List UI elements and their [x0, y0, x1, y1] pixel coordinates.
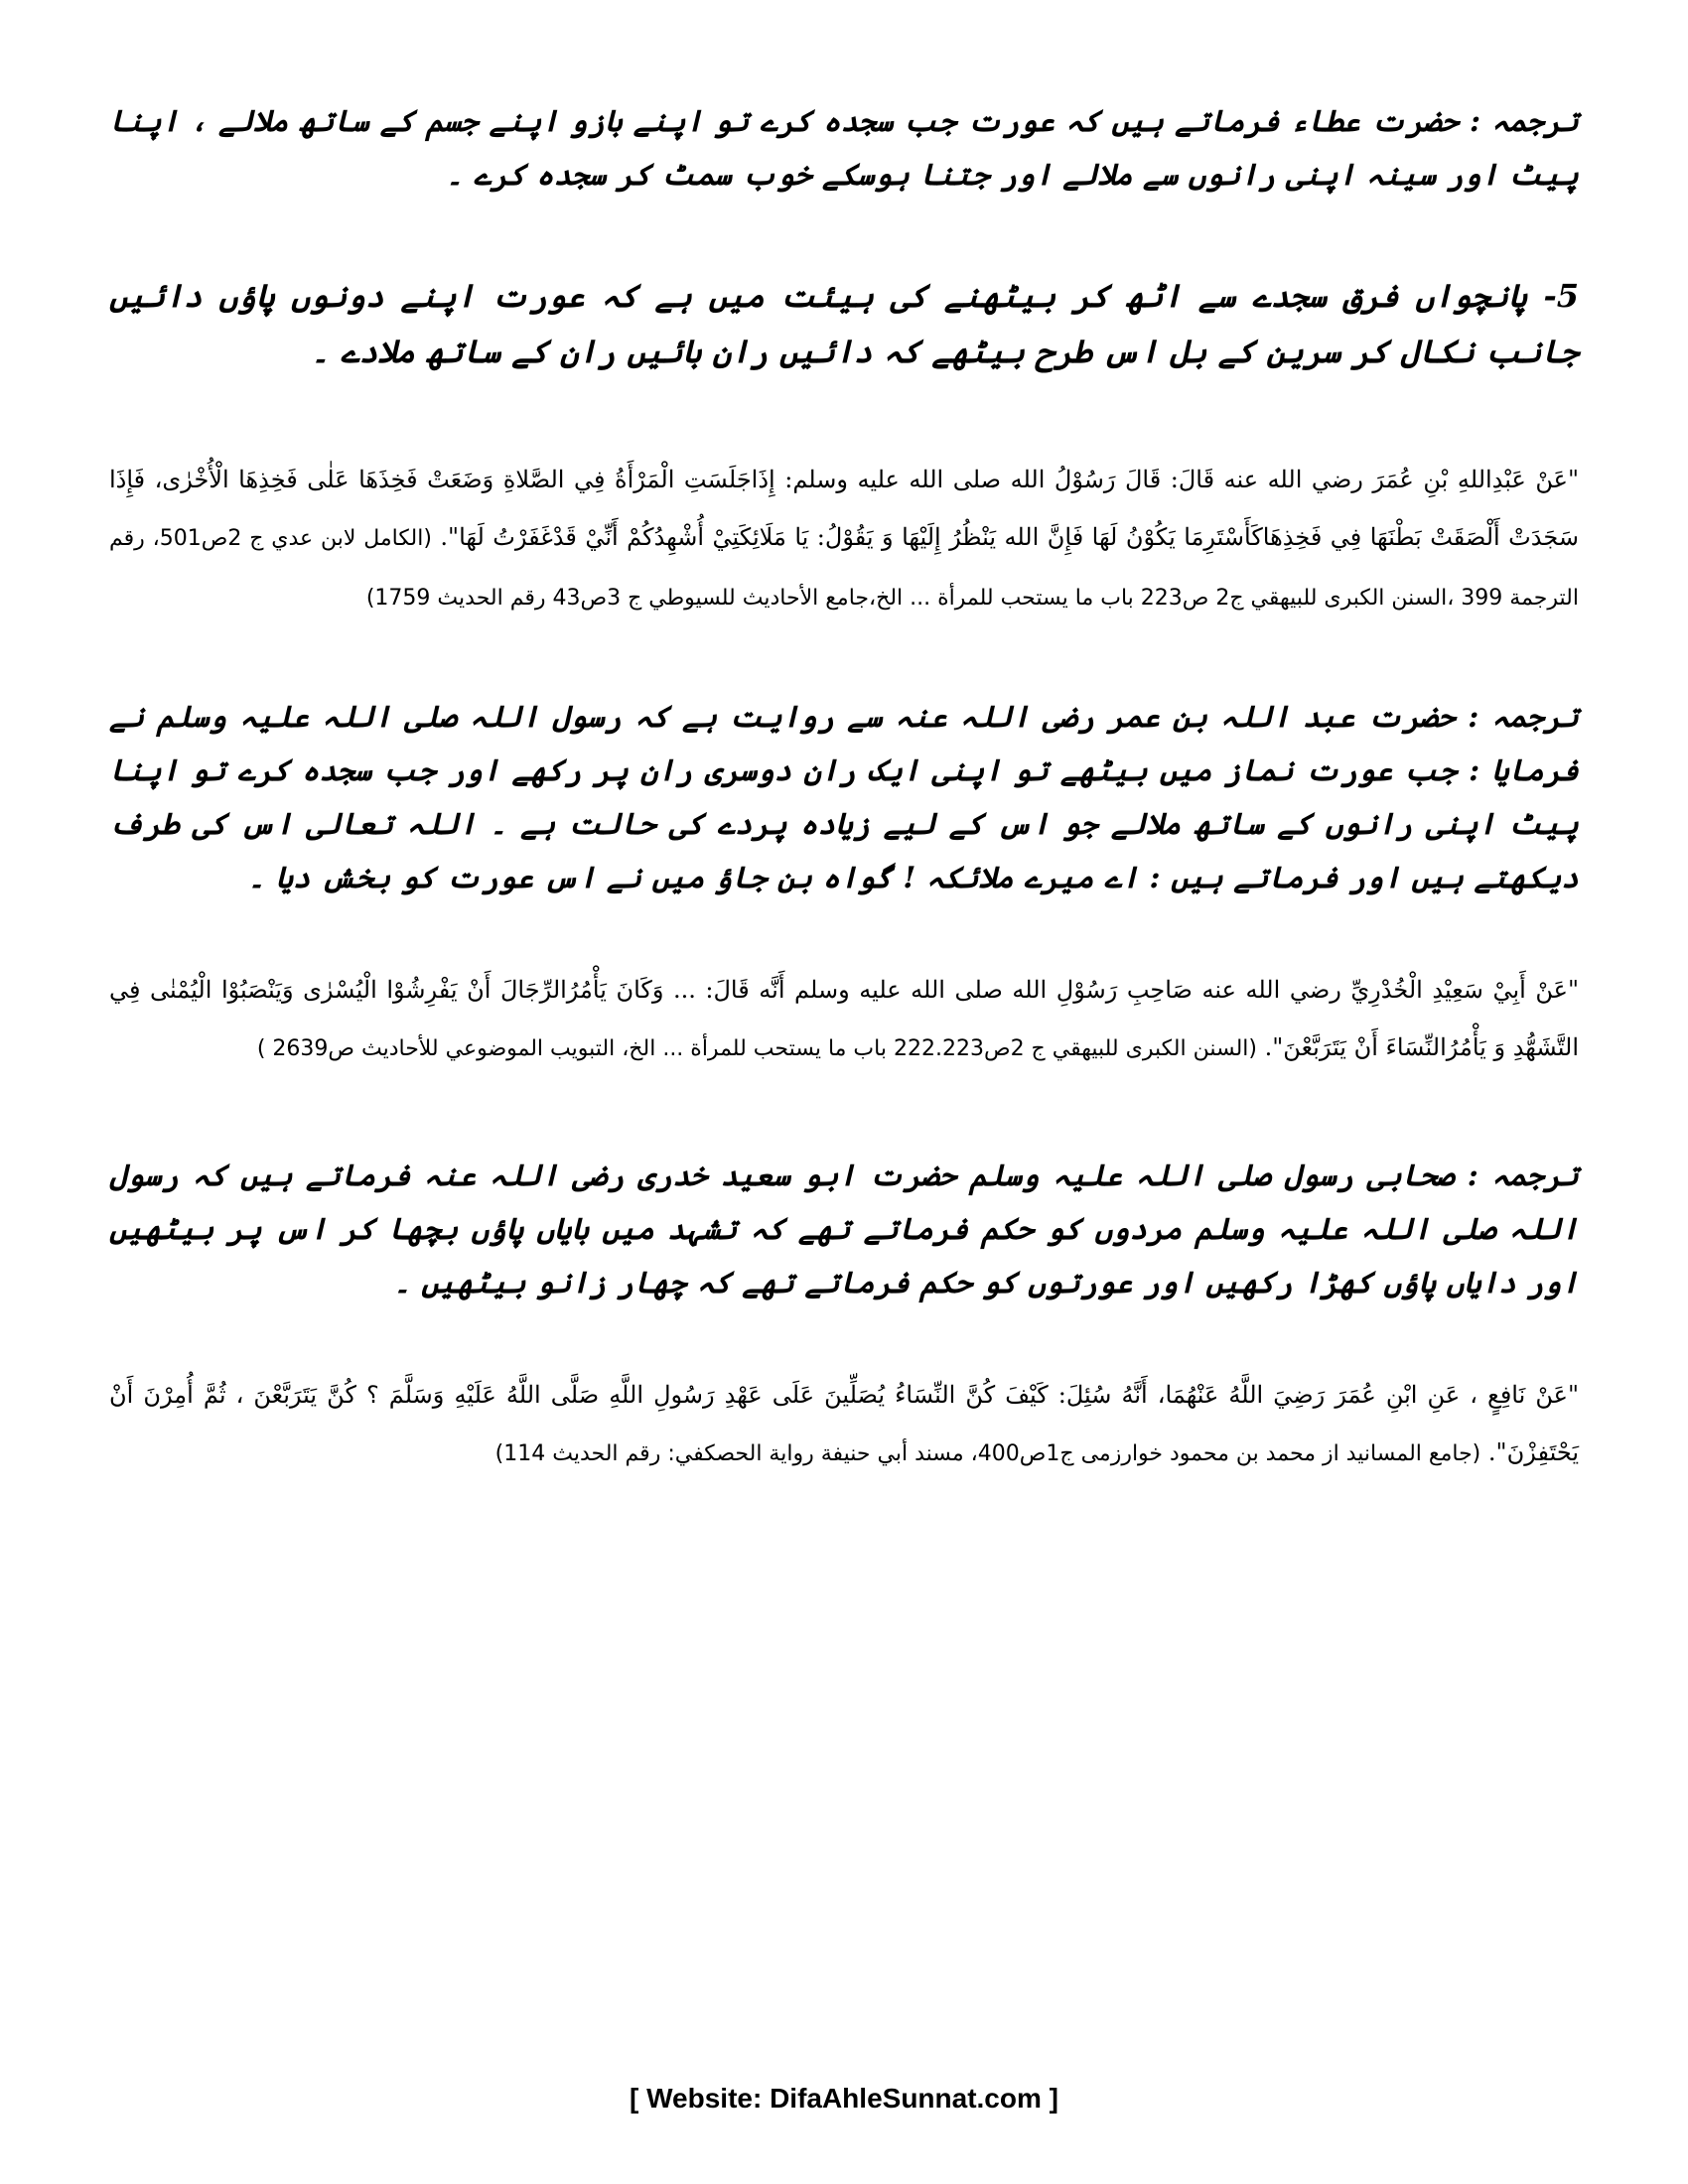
- hadith-reference: (الكامل لابن عدي ج 2ص501، رقم الترجمة 399 ،السنن الكبرى للبيهقي ج2 ص223 باب ما يستحب للمرأة ... الخ،جامع الأحاديث للسيوطي ج 3ص43 رقم الحديث 1759): [109, 526, 1579, 611]
- translation-paragraph-atha: ترجمہ : حضرت عطاء فرماتے ہیں کہ عورت جب سجدہ کرے تو اپنے بازو اپنے جسم کے ساتھ ملالے ، اپنا پیٹ اور سینہ اپنی رانوں سے ملالے اور جتنا ہوسکے خوب سمٹ کر سجدہ کرے ۔: [109, 104, 1579, 193]
- hadith-reference: (جامع المسانيد از محمد بن محمود خوارزمى ج1ص400، مسند أبي حنيفة رواية الحصكفي: رقم الحديث 114): [494, 1441, 1481, 1466]
- hadith-ibn-umar-arabic: [109, 451, 1579, 627]
- point-5-heading: 5- پانچواں فرق سجدے سے اٹھ کر بیٹھنے کی ہیئت میں ہے کہ عورت اپنے دونوں پاؤں دائیں جانب نکال کر سرین کے بل اس طرح بیٹھے کہ دائیں ران بائیں ران کے ساتھ ملادے ۔: [109, 277, 1579, 370]
- hadith-abu-saeed-arabic: [109, 961, 1579, 1078]
- translation-paragraph-ibn-umar: ترجمہ : حضرت عبد اللہ بن عمر رضی اللہ عنہ سے روایت ہے کہ رسول اللہ صلی اللہ علیہ وسلم نے فرمایا : جب عورت نماز میں بیٹھے تو اپنی ایک ران دوسری ران پر رکھے اور جب سجدہ کرے تو اپنا پیٹ اپنی رانوں کے ساتھ ملالے جو اس کے لیے زیادہ پردے کی حالت ہے ۔ اللہ تعالی اس کی طرف دیکھتے ہیں اور فرماتے ہیں : اے میرے ملائکہ ! گواہ بن جاؤ میں نے اس عورت کو بخش دیا ۔: [109, 700, 1579, 895]
- hadith-text: "عَنْ أَبِيْ سَعِيْدِ الْخُدْرِيِّ رضي الله عنه صَاحِبِ رَسُوْلِ الله صلى الله عليه وسلم أَنَّه قَالَ: ... وَكَانَ يَأْمُرُالرِّجَالَ أَنْ يَفْرِشُوْا الْيُسْرٰى وَيَنْصَبُوْا الْيُمْنٰى فِي التَّشَهُّدِ وَ يَأْمُرُالنِّسَاءَ أَنْ يَتَرَبَّعْنَ".: [109, 976, 1579, 1061]
- hadith-text: "عَنْ عَبْدِاللهِ بْنِ عُمَرَ رضي الله عنه قَالَ: قَالَ رَسُوْلُ الله صلى الله عليه وسلم: إِذَاجَلَسَتِ الْمَرْأَةُ فِي الصَّلاةِ وَضَعَتْ فَخِذَهَا عَلٰى فَخِذِهَا الْأُخْرٰى، فَإِذَا سَجَدَتْ أَلْصَقَتْ بَطْنَهَا فِي فَخِذِهَاكَأَسْتَرِمَا يَكُوْنُ لَهَا فَإِنَّ الله يَنْظُرُ إِلَيْهَا وَ يَقُوْلُ: يَا مَلَائِكَتِيْ أُشْهِدُكُمْ أَنِّيْ قَدْغَفَرْتُ لَهَا".: [109, 466, 1579, 551]
- document-page: [109, 95, 1579, 1483]
- translation-paragraph-abu-saeed: ترجمہ : صحابی رسول صلی اللہ علیہ وسلم حضرت ابو سعید خدری رضی اللہ عنہ فرماتے ہیں کہ رسول اللہ صلی اللہ علیہ وسلم مردوں کو حکم فرماتے تھے کہ تشہد میں بایاں پاؤں بچھا کر اس پر بیٹھیں اور دایاں پاؤں کھڑا رکھیں اور عورتوں کو حکم فرماتے تھے کہ چھار زانو بیٹھیں ۔: [109, 1159, 1579, 1300]
- hadith-nafi-arabic: [109, 1366, 1579, 1483]
- hadith-reference: (السنن الكبرى للبيهقي ج 2ص222.223 باب ما يستحب للمرأة ... الخ، التبويب الموضوعي للأحاديث ص2639 ): [256, 1036, 1257, 1061]
- website-footer: [ Website: DifaAhleSunnat.com ]: [630, 2083, 1058, 2114]
- hadith-text: "عَنْ نَافِعٍ ، عَنِ ابْنِ عُمَرَ رَضِيَ اللَّهُ عَنْهُمَا، أَنَّهُ سُئِلَ: كَيْفَ كُنَّ النِّسَاءُ يُصَلِّينَ عَلَى عَهْدِ رَسُولِ اللَّهِ صَلَّى اللَّهُ عَلَيْهِ وَسَلَّمَ ؟ كُنَّ يَتَرَبَّعْنَ ، ثُمَّ أُمِرْنَ أَنْ يَحْتَفِزْنَ".: [109, 1381, 1579, 1466]
